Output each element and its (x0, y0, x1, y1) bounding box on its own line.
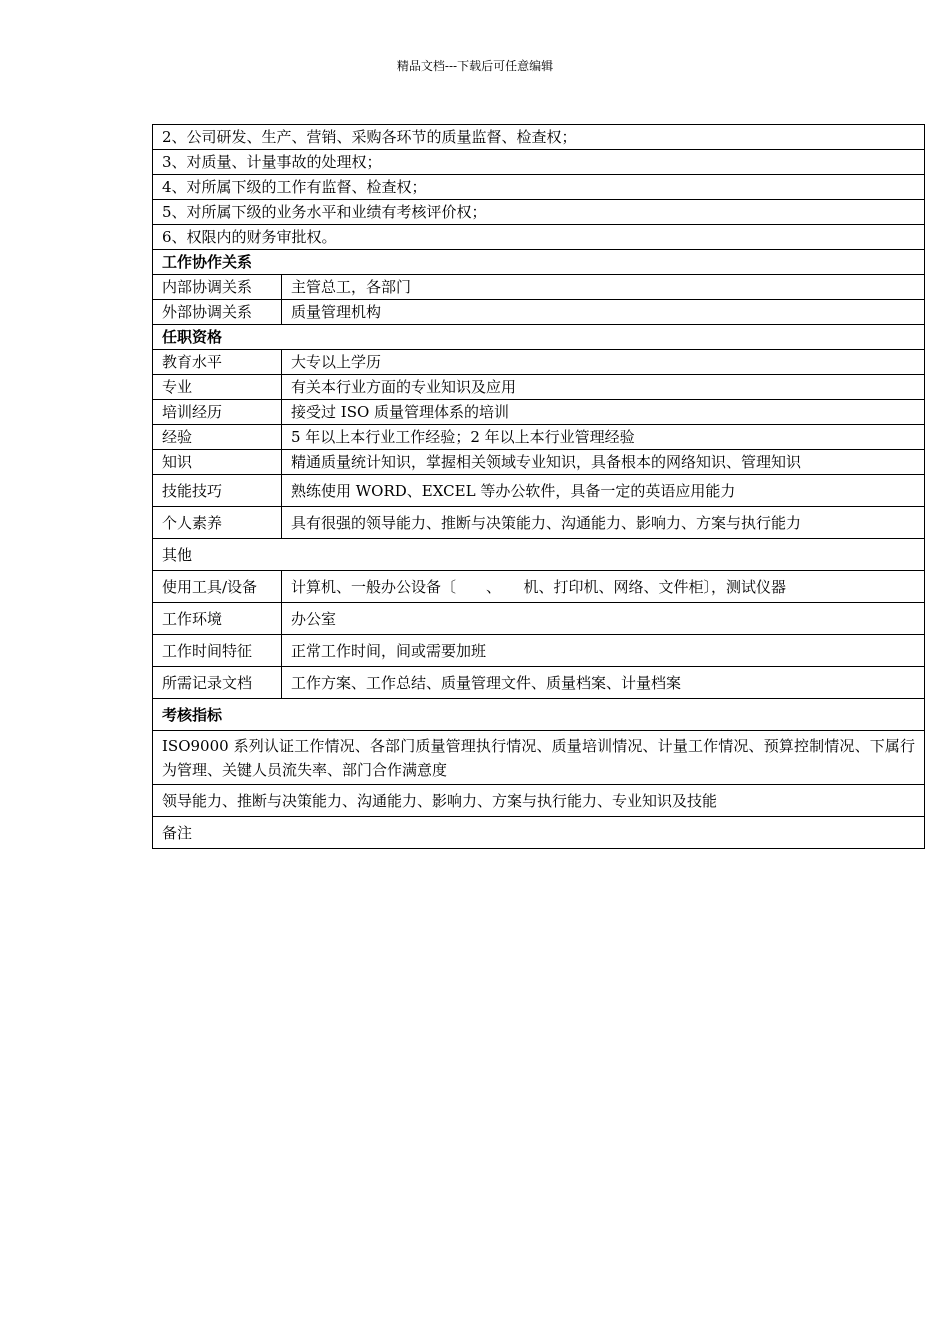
section-title-qualifications: 任职资格 (153, 325, 925, 350)
row-label: 工作时间特征 (153, 635, 282, 667)
row-value: 工作方案、工作总结、质量管理文件、质量档案、计量档案 (282, 667, 925, 699)
authority-item: 3、对质量、计量事故的处理权； (153, 150, 925, 175)
section-title-other: 其他 (153, 539, 925, 571)
table-row (153, 200, 925, 225)
table-row (153, 475, 925, 507)
row-label: 内部协调关系 (153, 275, 282, 300)
row-value: 大专以上学历 (282, 350, 925, 375)
section-title-assessment: 考核指标 (153, 699, 925, 731)
row-value: 5 年以上本行业工作经验；2 年以上本行业管理经验 (282, 425, 925, 450)
row-value: 精通质量统计知识，掌握相关领域专业知识，具备根本的网络知识、管理知识 (282, 450, 925, 475)
row-value: 计算机、一般办公设备〔 、 机、打印机、网络、文件柜〕，测试仪器 (282, 571, 925, 603)
table-row (153, 425, 925, 450)
row-value: 熟练使用 WORD、EXCEL 等办公软件，具备一定的英语应用能力 (282, 475, 925, 507)
assessment-item: ISO9000 系列认证工作情况、各部门质量管理执行情况、质量培训情况、计量工作情况、预算控制情况、下属行为管理、关键人员流失率、部门合作满意度 (153, 731, 925, 785)
section-header-row (153, 539, 925, 571)
row-value: 质量管理机构 (282, 300, 925, 325)
table-row (153, 350, 925, 375)
row-value: 办公室 (282, 603, 925, 635)
table-row (153, 400, 925, 425)
section-header-row (153, 817, 925, 849)
table-row (153, 375, 925, 400)
table-row (153, 667, 925, 699)
table-row (153, 275, 925, 300)
row-label: 使用工具/设备 (153, 571, 282, 603)
row-label: 所需记录文档 (153, 667, 282, 699)
row-label: 技能技巧 (153, 475, 282, 507)
row-label: 知识 (153, 450, 282, 475)
row-value: 接受过 ISO 质量管理体系的培训 (282, 400, 925, 425)
row-label: 个人素养 (153, 507, 282, 539)
row-label: 工作环境 (153, 603, 282, 635)
table-row (153, 635, 925, 667)
row-label: 培训经历 (153, 400, 282, 425)
row-label: 外部协调关系 (153, 300, 282, 325)
table-row (153, 175, 925, 200)
row-label: 经验 (153, 425, 282, 450)
table-row (153, 150, 925, 175)
section-header-row (153, 699, 925, 731)
row-value: 主管总工，各部门 (282, 275, 925, 300)
authority-item: 6、权限内的财务审批权。 (153, 225, 925, 250)
section-title-remarks: 备注 (153, 817, 925, 849)
table-row (153, 507, 925, 539)
table-row (153, 785, 925, 817)
table-row (153, 571, 925, 603)
row-value: 具有很强的领导能力、推断与决策能力、沟通能力、影响力、方案与执行能力 (282, 507, 925, 539)
section-title-collaboration: 工作协作关系 (153, 250, 925, 275)
assessment-item: 领导能力、推断与决策能力、沟通能力、影响力、方案与执行能力、专业知识及技能 (153, 785, 925, 817)
table-row (153, 731, 925, 785)
section-header-row (153, 325, 925, 350)
table-row (153, 125, 925, 150)
row-label: 专业 (153, 375, 282, 400)
page-header: 精品文档---下载后可任意编辑 (396, 59, 554, 73)
table-row (153, 603, 925, 635)
row-label: 教育水平 (153, 350, 282, 375)
table-row (153, 450, 925, 475)
row-value: 有关本行业方面的专业知识及应用 (282, 375, 925, 400)
row-value: 正常工作时间，间或需要加班 (282, 635, 925, 667)
table-row (153, 300, 925, 325)
authority-item: 2、公司研发、生产、营销、采购各环节的质量监督、检查权； (153, 125, 925, 150)
job-description-table (152, 124, 925, 849)
authority-item: 5、对所属下级的业务水平和业绩有考核评价权； (153, 200, 925, 225)
table-row (153, 225, 925, 250)
section-header-row (153, 250, 925, 275)
authority-item: 4、对所属下级的工作有监督、检查权； (153, 175, 925, 200)
